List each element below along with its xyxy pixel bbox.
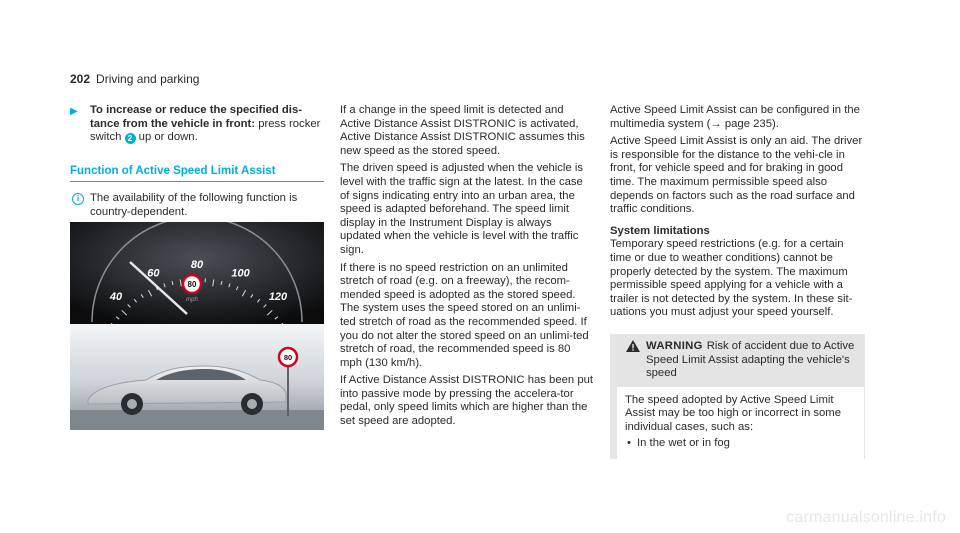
step-text-1: press rocker switch <box>90 117 321 144</box>
road-sign-label: 80 <box>283 353 293 362</box>
column-2 <box>340 104 595 433</box>
warning-box <box>610 334 865 459</box>
road-surface <box>70 410 324 430</box>
paragraph: If Active Distance Assist DISTRONIC has been put into passive mode by pressing the accelera-tor pedal, only speed limits which are higher than the set speed are adopted. <box>340 374 594 428</box>
speedometer-illustration <box>70 222 324 430</box>
column-1 <box>70 104 324 220</box>
dial-tick-label: 100 <box>231 267 250 280</box>
list-item: • In the wet or in fog <box>625 437 856 451</box>
warning-text: The speed adopted by Active Speed Limit Assist may be too high or incorrect in some individual cases, such as: <box>625 393 841 433</box>
center-sign-label: 80 <box>187 280 197 289</box>
column-3 <box>610 104 865 459</box>
note-text: The availability of the following function is country-dependent. <box>90 192 298 218</box>
section-heading: Function of Active Speed Limit Assist <box>70 165 324 183</box>
illustration <box>70 222 324 430</box>
callout-number-icon: 2 <box>125 133 136 144</box>
info-note <box>70 192 324 219</box>
page-header <box>70 73 199 87</box>
instruction-step <box>70 104 324 145</box>
dial-background <box>70 222 324 324</box>
warning-body <box>616 387 864 459</box>
dial-unit-label: mph <box>186 297 198 303</box>
dial-tick-label: 80 <box>190 259 204 271</box>
warning-label: WARNING <box>646 339 703 352</box>
paragraph: If a change in the speed limit is detected and Active Distance Assist DISTRONIC is activated, Active Distance Assist DISTRONIC assumes this new speed as the stored speed. <box>340 104 585 157</box>
paragraph: Temporary speed restrictions (e.g. for a certain time or due to weather conditions) cannot be properly detected by the system. The maximum permissible speed applying for a vehicle with a trailer is not detected by the system. In these sit-uations you must adjust your speed yourself. <box>610 238 853 319</box>
step-bold-text: To increase or reduce the specified dis-tance from the vehicle in front: <box>90 104 302 130</box>
section-title: Driving and parking <box>96 72 200 86</box>
step-arrow-icon: ▶ <box>70 106 78 117</box>
subheading: System limitations <box>610 224 710 237</box>
paragraph: The driven speed is adjusted when the vehicle is level with the traffic sign at the latest. In the case of signs indicating entry into an urban area, the speed is adapted beforehand. The speed limit display in the Instrument Display is always updated when the vehicle is level with the traffic sign. <box>340 162 584 256</box>
step-text-2: up or down. <box>135 131 198 144</box>
paragraph: If there is no speed restriction on an unlimited stretch of road (e.g. on a freeway), the recom-mended speed is adopted as the stored speed. The system uses the speed stored on an unlimi-ted stretch of road as the recommended speed. If you do not alter the stored speed on an unlimi-ted stretch of road, the recommended speed is 80 mph (130 km/h). <box>340 261 589 369</box>
paragraph: Active Speed Limit Assist can be configured in the multimedia system (→ page 235). <box>610 104 860 130</box>
info-icon: i <box>72 193 84 205</box>
dial-tick-label: 40 <box>109 291 123 304</box>
dial-tick-label: 60 <box>147 267 160 280</box>
paragraph: Active Speed Limit Assist is only an aid. The driver is responsible for the distance to the vehi-cle in front, for vehicle speed and for braking in good time. The maximum permissible speed also depends on factors such as the road surface and traffic conditions. <box>610 135 863 216</box>
dial-tick-label: 120 <box>268 291 288 304</box>
warning-icon <box>626 340 640 352</box>
warning-header <box>616 334 864 387</box>
page-number: 202 <box>70 72 91 86</box>
watermark: carmanualsonline.info <box>786 509 946 527</box>
warning-title: Risk of accident due to Active Speed Limit Assist adapting the vehicle's speed <box>646 339 855 380</box>
